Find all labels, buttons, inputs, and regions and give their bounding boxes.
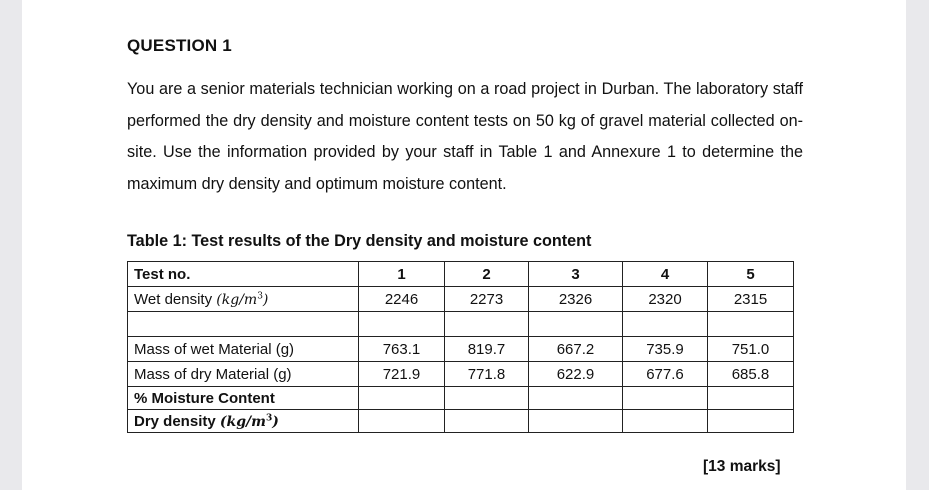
wet-mass-cell: 819.7 [445, 337, 529, 362]
dry-mass-cell: 685.8 [708, 362, 794, 387]
empty-cell [128, 312, 359, 337]
dry-mass-label: Mass of dry Material (g) [128, 362, 359, 387]
test-number-cell: 3 [529, 262, 623, 287]
test-number-cell: 2 [445, 262, 529, 287]
dry-mass-cell: 721.9 [359, 362, 445, 387]
document-page [22, 0, 906, 490]
dry-density-cell [445, 410, 529, 433]
wet-density-cell: 2246 [359, 287, 445, 312]
question-heading: QUESTION 1 [127, 36, 232, 55]
dry-density-cell [529, 410, 623, 433]
wet-mass-cell: 667.2 [529, 337, 623, 362]
wet-density-unit: $(kg/m^3)$ [216, 290, 269, 308]
dry-mass-cell: 771.8 [445, 362, 529, 387]
test-number-cell: 1 [359, 262, 445, 287]
empty-cell [623, 312, 708, 337]
dry-density-cell [623, 410, 708, 433]
marks-label: [13 marks] [703, 458, 781, 475]
dry-density-label-cell [128, 410, 359, 433]
wet-density-cell: 2320 [623, 287, 708, 312]
question-paragraph: You are a senior materials technician working on a road project in Durban. The laboratory staff performed the dry density and moisture content tests on 50 kg of gravel material collected on-site. Use the information provided by your staff in Table 1 and Annexure 1 to determine the maximum dry density and optimum moisture content. [127, 80, 803, 194]
wet-mass-cell: 763.1 [359, 337, 445, 362]
results-table [127, 261, 794, 433]
table-row [128, 410, 794, 433]
table-row [128, 262, 794, 287]
wet-mass-cell: 751.0 [708, 337, 794, 362]
moisture-label: % Moisture Content [128, 387, 359, 410]
table-caption: Table 1: Test results of the Dry density and moisture content [127, 232, 592, 250]
wet-density-cell: 2315 [708, 287, 794, 312]
table-row-empty [128, 312, 794, 337]
wet-density-label-cell [128, 287, 359, 312]
dry-mass-cell: 677.6 [623, 362, 708, 387]
table-row [128, 287, 794, 312]
wet-density-label: Wet density [134, 290, 213, 308]
dry-density-cell [359, 410, 445, 433]
dry-mass-cell: 622.9 [529, 362, 623, 387]
header-test-no: Test no. [128, 262, 359, 287]
wet-mass-label: Mass of wet Material (g) [128, 337, 359, 362]
empty-cell [359, 312, 445, 337]
table-row [128, 387, 794, 410]
empty-cell [529, 312, 623, 337]
test-number-cell: 5 [708, 262, 794, 287]
dry-density-label: Dry density [134, 412, 216, 430]
table-row [128, 362, 794, 387]
table-row [128, 337, 794, 362]
moisture-cell [445, 387, 529, 410]
dry-density-unit: $(kg/m^3)$ [219, 412, 279, 430]
moisture-cell [623, 387, 708, 410]
moisture-cell [529, 387, 623, 410]
moisture-cell [708, 387, 794, 410]
wet-mass-cell: 735.9 [623, 337, 708, 362]
empty-cell [445, 312, 529, 337]
test-number-cell: 4 [623, 262, 708, 287]
dry-density-cell [708, 410, 794, 433]
empty-cell [708, 312, 794, 337]
wet-density-cell: 2326 [529, 287, 623, 312]
moisture-cell [359, 387, 445, 410]
wet-density-cell: 2273 [445, 287, 529, 312]
